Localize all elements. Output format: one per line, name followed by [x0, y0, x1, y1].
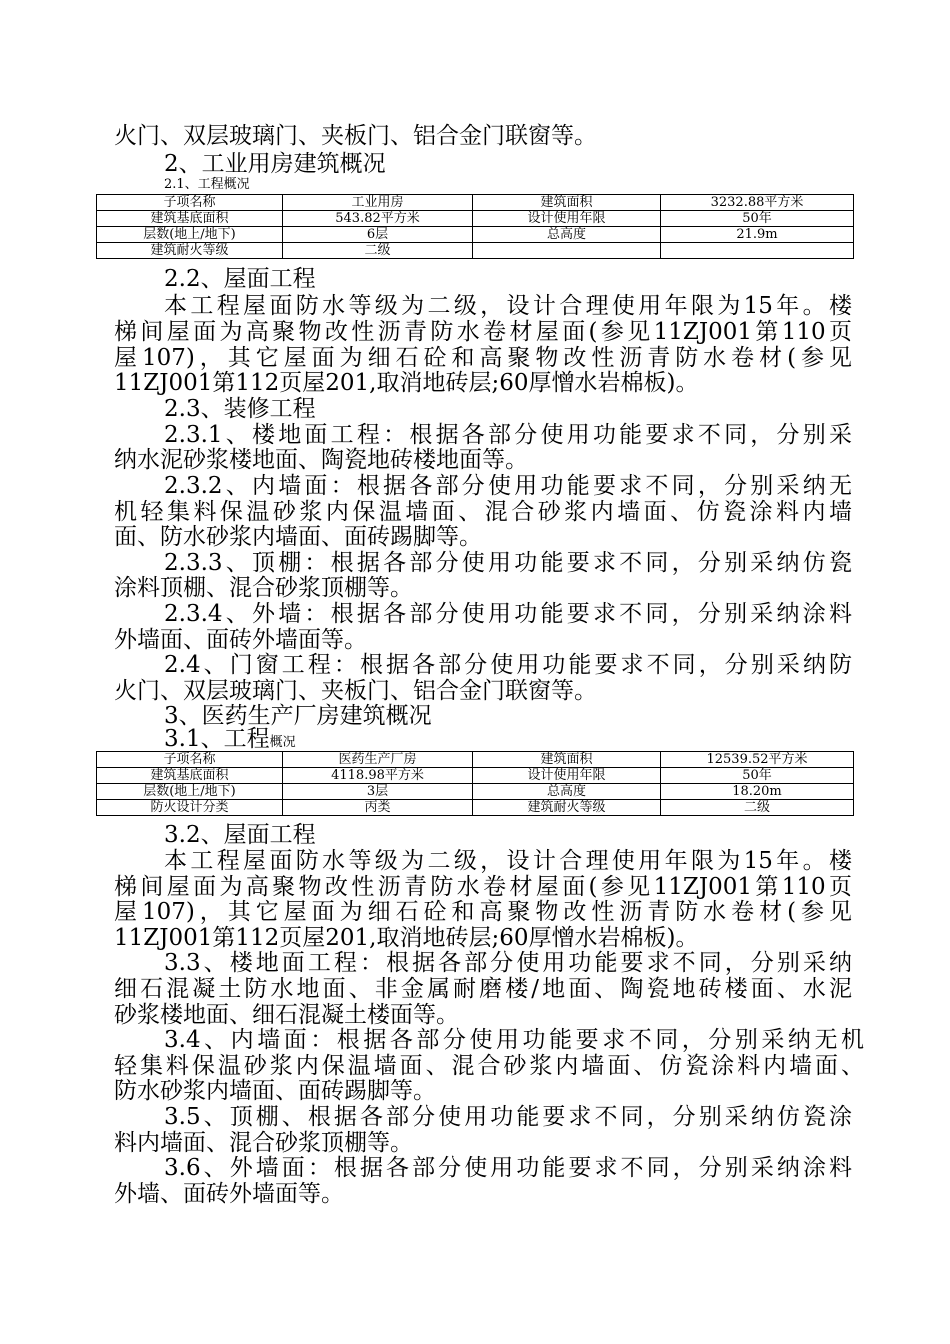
spec-table-industrial [96, 194, 854, 259]
text-line: 面、防水砂浆内墙面、面砖踢脚等。 [114, 524, 482, 550]
text-line: 轻集料保温砂浆内保温墙面、混合砂浆内墙面、仿瓷涂料内墙面、 [114, 1053, 864, 1079]
table-cell: 50年 [661, 211, 854, 227]
table-row [97, 768, 854, 784]
section-heading: 2.3、装修工程 [164, 396, 316, 422]
table-cell: 子项名称 [97, 752, 283, 768]
table-cell: 建筑基底面积 [97, 768, 283, 784]
text-line: 2.3.4、外墙：根据各部分使用功能要求不同，分别采纳涂料 [164, 601, 852, 627]
text-line: 屋107)，其它屋面为细石砼和高聚物改性沥青防水卷材(参见 [114, 345, 852, 371]
subsection-heading-small: 概况 [269, 735, 296, 750]
table-cell: 建筑面积 [473, 752, 661, 768]
table-cell: 50年 [661, 768, 854, 784]
text-line: 梯间屋面为高聚物改性沥青防水卷材屋面(参见11ZJ001第110页 [114, 319, 852, 345]
section-heading: 3、医药生产厂房建筑概况 [164, 703, 432, 729]
table-cell: 设计使用年限 [473, 211, 661, 227]
table-cell: 层数(地上/地下) [97, 784, 283, 800]
text-line: 本工程屋面防水等级为二级，设计合理使用年限为15年。楼 [164, 848, 852, 874]
text-line: 2.4、门窗工程：根据各部分使用功能要求不同，分别采纳防 [164, 652, 852, 678]
table-cell: 二级 [283, 243, 473, 259]
table-cell [661, 243, 854, 259]
text-line: 梯间屋面为高聚物改性沥青防水卷材屋面(参见11ZJ001第110页 [114, 874, 852, 900]
text-line: 外墙面、面砖外墙面等。 [114, 627, 367, 653]
table-row [97, 195, 854, 211]
spec-table-pharma [96, 751, 854, 816]
subsection-label: 2.1、工程概况 [164, 177, 250, 192]
table-cell: 设计使用年限 [473, 768, 661, 784]
table-cell: 丙类 [283, 800, 473, 816]
table-cell: 二级 [661, 800, 854, 816]
text-line: 外墙、面砖外墙面等。 [114, 1181, 344, 1207]
table-cell: 建筑基底面积 [97, 211, 283, 227]
text-line: 料内墙面、混合砂浆顶棚等。 [114, 1130, 413, 1156]
table-row [97, 800, 854, 816]
table-cell: 18.20m [661, 784, 854, 800]
table-cell: 3232.88平方米 [661, 195, 854, 211]
text-line: 细石混凝土防水地面、非金属耐磨楼/地面、陶瓷地砖楼面、水泥 [114, 976, 852, 1002]
table-row [97, 243, 854, 259]
text-line: 3.6、外墙面：根据各部分使用功能要求不同，分别采纳涂料 [164, 1155, 852, 1181]
table-cell: 4118.98平方米 [283, 768, 473, 784]
text-line: 涂料顶棚、混合砂浆顶棚等。 [114, 575, 413, 601]
section-heading: 3.2、屋面工程 [164, 822, 316, 848]
table-cell: 21.9m [661, 227, 854, 243]
table-row [97, 211, 854, 227]
text-line: 2.3.2、内墙面：根据各部分使用功能要求不同，分别采纳无 [164, 473, 852, 499]
table-cell: 建筑面积 [473, 195, 661, 211]
text-line: 2.3.1、楼地面工程：根据各部分使用功能要求不同，分别采 [164, 422, 852, 448]
text-line: 屋107)，其它屋面为细石砼和高聚物改性沥青防水卷材(参见 [114, 899, 852, 925]
table-row [97, 752, 854, 768]
text-line: 3.4、内墙面：根据各部分使用功能要求不同，分别采纳无机 [164, 1027, 864, 1053]
text-line: 11ZJ001第112页屋201,取消地砖层;60厚憎水岩棉板)。 [114, 925, 699, 951]
text-line: 11ZJ001第112页屋201,取消地砖层;60厚憎水岩棉板)。 [114, 370, 699, 396]
text-line: 机轻集料保温砂浆内保温墙面、混合砂浆内墙面、仿瓷涂料内墙 [114, 499, 852, 525]
text-line: 防水砂浆内墙面、面砖踢脚等。 [114, 1078, 436, 1104]
table-cell: 总高度 [473, 227, 661, 243]
table-cell: 子项名称 [97, 195, 283, 211]
table-cell: 建筑耐火等级 [97, 243, 283, 259]
table-cell: 总高度 [473, 784, 661, 800]
text-line: 火门、双层玻璃门、夹板门、铝合金门联窗等。 [114, 678, 597, 704]
text-line: 3.5、顶棚、根据各部分使用功能要求不同，分别采纳仿瓷涂 [164, 1104, 852, 1130]
table-row [97, 227, 854, 243]
table-cell: 防火设计分类 [97, 800, 283, 816]
subsection-heading-main: 3.1、工程 [164, 726, 270, 752]
table-cell: 工业用房 [283, 195, 473, 211]
section-heading: 2.2、屋面工程 [164, 266, 316, 292]
text-line: 本工程屋面防水等级为二级，设计合理使用年限为15年。楼 [164, 293, 852, 319]
table-cell: 3层 [283, 784, 473, 800]
table-cell: 建筑耐火等级 [473, 800, 661, 816]
table-cell: 543.82平方米 [283, 211, 473, 227]
text-line: 火门、双层玻璃门、夹板门、铝合金门联窗等。 [114, 123, 597, 149]
table-cell [473, 243, 661, 259]
table-cell: 医药生产厂房 [283, 752, 473, 768]
table-cell: 6层 [283, 227, 473, 243]
text-line: 2.3.3、顶棚：根据各部分使用功能要求不同，分别采纳仿瓷 [164, 550, 852, 576]
text-line: 纳水泥砂浆楼地面、陶瓷地砖楼地面等。 [114, 447, 528, 473]
section-heading: 2、工业用房建筑概况 [164, 151, 386, 177]
table-cell: 层数(地上/地下) [97, 227, 283, 243]
text-line: 3.3、楼地面工程：根据各部分使用功能要求不同，分别采纳 [164, 950, 852, 976]
table-cell: 12539.52平方米 [661, 752, 854, 768]
text-line: 砂浆楼地面、细石混凝土楼面等。 [114, 1002, 459, 1028]
table-row [97, 784, 854, 800]
